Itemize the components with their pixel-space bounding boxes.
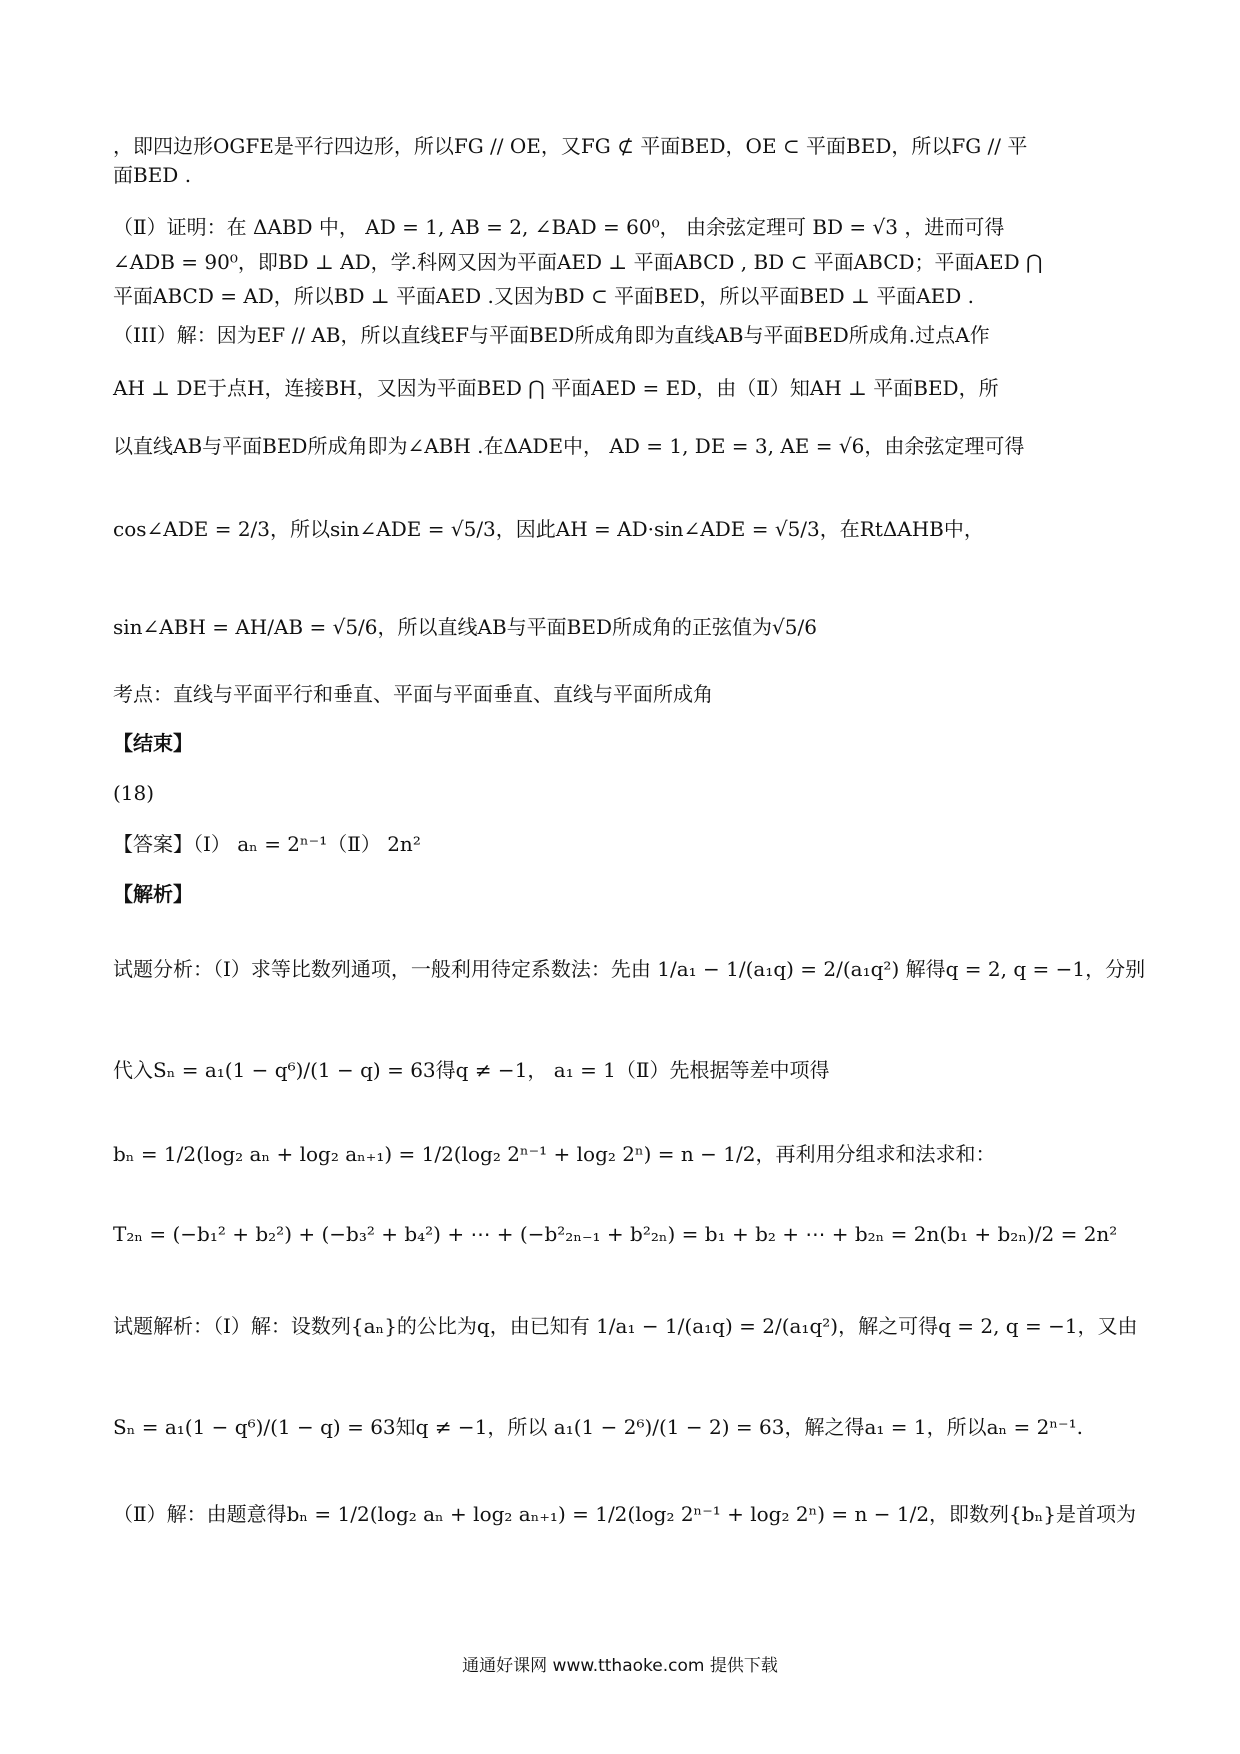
text-line: （Ⅱ）证明：在 ΔABD 中， AD = 1, AB = 2, ∠BAD = 60⁰， 由余弦定理可 BD = √3 ，进而可得 xyxy=(113,215,1005,239)
text-line: （Ⅱ）解：由题意得bₙ = 1/2(log₂ aₙ + log₂ aₙ₊₁) = 1/2(log₂ 2ⁿ⁻¹ + log₂ 2ⁿ) = n − 1/2，即数列{bₙ}是首项为 xyxy=(113,1502,1136,1526)
text-line: AH ⊥ DE于点H，连接BH，又因为平面BED ⋂ 平面AED = ED，由（Ⅱ）知AH ⊥ 平面BED，所 xyxy=(113,376,999,400)
text-line: 面BED . xyxy=(113,163,192,187)
text-line: 代入Sₙ = a₁(1 − q⁶)/(1 − q) = 63得q ≠ −1， a₁ = 1（Ⅱ）先根据等差中项得 xyxy=(113,1058,830,1082)
text-line: 以直线AB与平面BED所成角即为∠ABH .在ΔADE中， AD = 1, DE = 3, AE = √6，由余弦定理可得 xyxy=(113,434,1025,458)
text-line: 试题分析：（Ⅰ）求等比数列通项，一般利用待定系数法：先由 1/a₁ − 1/(a₁q) = 2/(a₁q²) 解得q = 2, q = −1，分别 xyxy=(113,957,1146,981)
text-line: 平面ABCD = AD，所以BD ⊥ 平面AED .又因为BD ⊂ 平面BED，所以平面BED ⊥ 平面AED . xyxy=(113,284,975,308)
text-line: Sₙ = a₁(1 − q⁶)/(1 − q) = 63知q ≠ −1，所以 a₁(1 − 2⁶)/(1 − 2) = 63，解之得a₁ = 1，所以aₙ = 2ⁿ⁻¹. xyxy=(113,1415,1083,1439)
text-line: 试题解析：（Ⅰ）解：设数列{aₙ}的公比为q，由已知有 1/a₁ − 1/(a₁q) = 2/(a₁q²)，解之可得q = 2, q = −1，又由 xyxy=(113,1314,1138,1338)
text-line: T₂ₙ = (−b₁² + b₂²) + (−b₃² + b₄²) + ⋯ + (−b²₂ₙ₋₁ + b²₂ₙ) = b₁ + b₂ + ⋯ + b₂ₙ = 2n(b₁ + b₂ₙ)/2 = 2n² xyxy=(113,1222,1118,1246)
question-number: (18) xyxy=(113,781,155,805)
analysis-heading: 【解析】 xyxy=(113,882,193,906)
section-end: 【结束】 xyxy=(113,731,193,755)
text-line: ，即四边形OGFE是平行四边形，所以FG // OE，又FG ⊄ 平面BED，OE ⊂ 平面BED，所以FG // 平 xyxy=(113,134,1028,158)
text-line: （III）解：因为EF // AB，所以直线EF与平面BED所成角即为直线AB与平面BED所成角.过点A作 xyxy=(113,323,990,347)
text-line: sin∠ABH = AH/AB = √5/6，所以直线AB与平面BED所成角的正弦值为√5/6 xyxy=(113,615,817,639)
text-line: ∠ADB = 90⁰，即BD ⊥ AD，学.科网又因为平面AED ⊥ 平面ABCD , BD ⊂ 平面ABCD；平面AED ⋂ xyxy=(113,250,1043,274)
footer-source: 通通好课网 www.tthaoke.com 提供下载 xyxy=(462,1656,778,1676)
text-line: bₙ = 1/2(log₂ aₙ + log₂ aₙ₊₁) = 1/2(log₂ 2ⁿ⁻¹ + log₂ 2ⁿ) = n − 1/2，再利用分组求和法求和： xyxy=(113,1142,996,1166)
text-line: cos∠ADE = 2/3，所以sin∠ADE = √5/3，因此AH = AD·sin∠ADE = √5/3，在RtΔAHB中， xyxy=(113,517,984,541)
answer-line: 【答案】（Ⅰ） aₙ = 2ⁿ⁻¹（Ⅱ） 2n² xyxy=(113,832,421,856)
text-line: 考点：直线与平面平行和垂直、平面与平面垂直、直线与平面所成角 xyxy=(113,682,713,706)
